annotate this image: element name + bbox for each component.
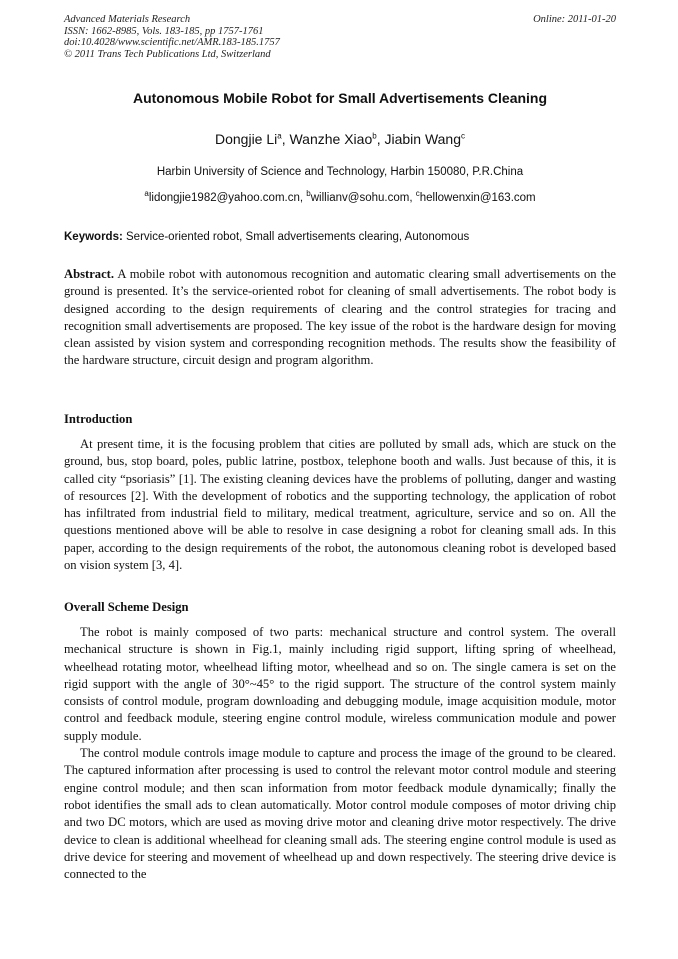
- author-name: Jiabin Wang: [384, 131, 461, 147]
- journal-header: [64, 14, 616, 60]
- journal-name: Advanced Materials Research: [64, 14, 191, 25]
- email-mark: c: [415, 189, 420, 199]
- online-date: Online: 2011-01-20: [533, 14, 616, 25]
- paragraph: The robot is mainly composed of two parts: mechanical structure and control system. The overall mechanical structure is shown in Fig.1, mainly including rigid support, lifting spring of wheelhead, wheelhead rotating motor, wheelhead lifting motor, wheelhead and so on. The single camera is set on the rigid support with the angle of 30°~45° to the rigid support. The structure of the control system mainly consists of control module, program downloading and debugging module, image acquisition module, motor control and feedback module, steering engine control module, wireless communication module and power supply module.: [64, 625, 616, 743]
- doi-line: doi:10.4028/www.scientific.net/AMR.183-185.1757: [64, 37, 280, 48]
- author-list: Dongjie Li$^a$, Wanzhe Xiao$^b$, Jiabin Wang$^c$: [214, 131, 465, 147]
- author-mark: a: [277, 131, 282, 141]
- paragraph: The control module controls image module to capture and process the image of the ground to be cleared. The captured information after processing is used to control the relevant motor control module and steering engine control module; and then scan information from motor feedback module dynamically; finally the robot identifies the small ads to clean automatically. Motor control module composes of motor driving chip and two DC motors, which are used as moving drive motor and cleaning drive motor respectively. The drive device to clean is additional wheelhead for cleaning small ads. The steering engine control module is used as drive device for steering and movement of wheelhead up and down respectively. The steering drive device is connected to the: [64, 746, 616, 882]
- email-mark: a: [144, 189, 149, 199]
- email-address: lidongjie1982@yahoo.com.cn: [148, 192, 300, 204]
- abstract: [64, 266, 616, 370]
- author-name: Wanzhe Xiao: [289, 131, 373, 147]
- keywords: [64, 231, 616, 243]
- section-heading-introduction: Introduction: [64, 412, 133, 426]
- abstract-label: Abstract.: [64, 267, 115, 281]
- section-body-introduction: [64, 436, 616, 574]
- keywords-label: Keywords:: [64, 231, 123, 243]
- paragraph: At present time, it is the focusing problem that cities are polluted by small ads, which are stuck on the ground, bus, stop board, poles, public latrine, postbox, telephone booth and walls. Just because of this, it is called city “psoriasis” [1]. The existing cleaning devices have the problems of polluting, danger and wasting of resources [2]. With the development of robotics and the supporting technology, the application of robot has infiltrated from industrial field to military, medical treatment, agriculture, service and so on. All the questions mentioned above will be able to resolve in case designing a robot for cleaning small ads. In this paper, according to the design requirements of the robot, the autonomous cleaning robot is developed based on vision system [3, 4].: [64, 437, 616, 573]
- author-mark: c: [461, 131, 465, 141]
- copyright-line: © 2011 Trans Tech Publications Ltd, Switzerland: [64, 48, 271, 60]
- affiliation: Harbin University of Science and Technology, Harbin 150080, P.R.China: [156, 166, 524, 178]
- author-name: Dongjie Li: [214, 131, 278, 147]
- author-mark: b: [372, 131, 377, 141]
- abstract-text: A mobile robot with autonomous recognition and automatic clearing small advertisements on the ground is presented. It’s the service-oriented robot for cleaning of small advertisements. The robot body is designed according to the design requirements of clearing and the control strategies for tracing and recognition small advertisements are proposed. The key issue of the robot is the hardware design for moving clean assisted by vision system and corresponding recognition methods. The results show the feasibility of the hardware structure, circuit design and program algorithm.: [64, 267, 616, 368]
- email-address: willianv@sohu.com: [310, 192, 410, 204]
- section-heading-overall-scheme: Overall Scheme Design: [64, 600, 189, 614]
- issn-line: ISSN: 1662-8985, Vols. 183-185, pp 1757-1761: [64, 25, 264, 37]
- email-mark: b: [306, 189, 311, 199]
- section-body-overall-scheme: [64, 624, 616, 883]
- email-address: hellowenxin@163.com: [419, 192, 536, 204]
- paper-title: Autonomous Mobile Robot for Small Advertisements Cleaning: [132, 90, 548, 106]
- keywords-text: Service-oriented robot, Small advertisements clearing, Autonomous: [126, 231, 470, 243]
- email-list: $^a$lidongjie1982@yahoo.com.cn, $^b$willianv@sohu.com, $^c$hellowenxin@163.com: [144, 189, 536, 204]
